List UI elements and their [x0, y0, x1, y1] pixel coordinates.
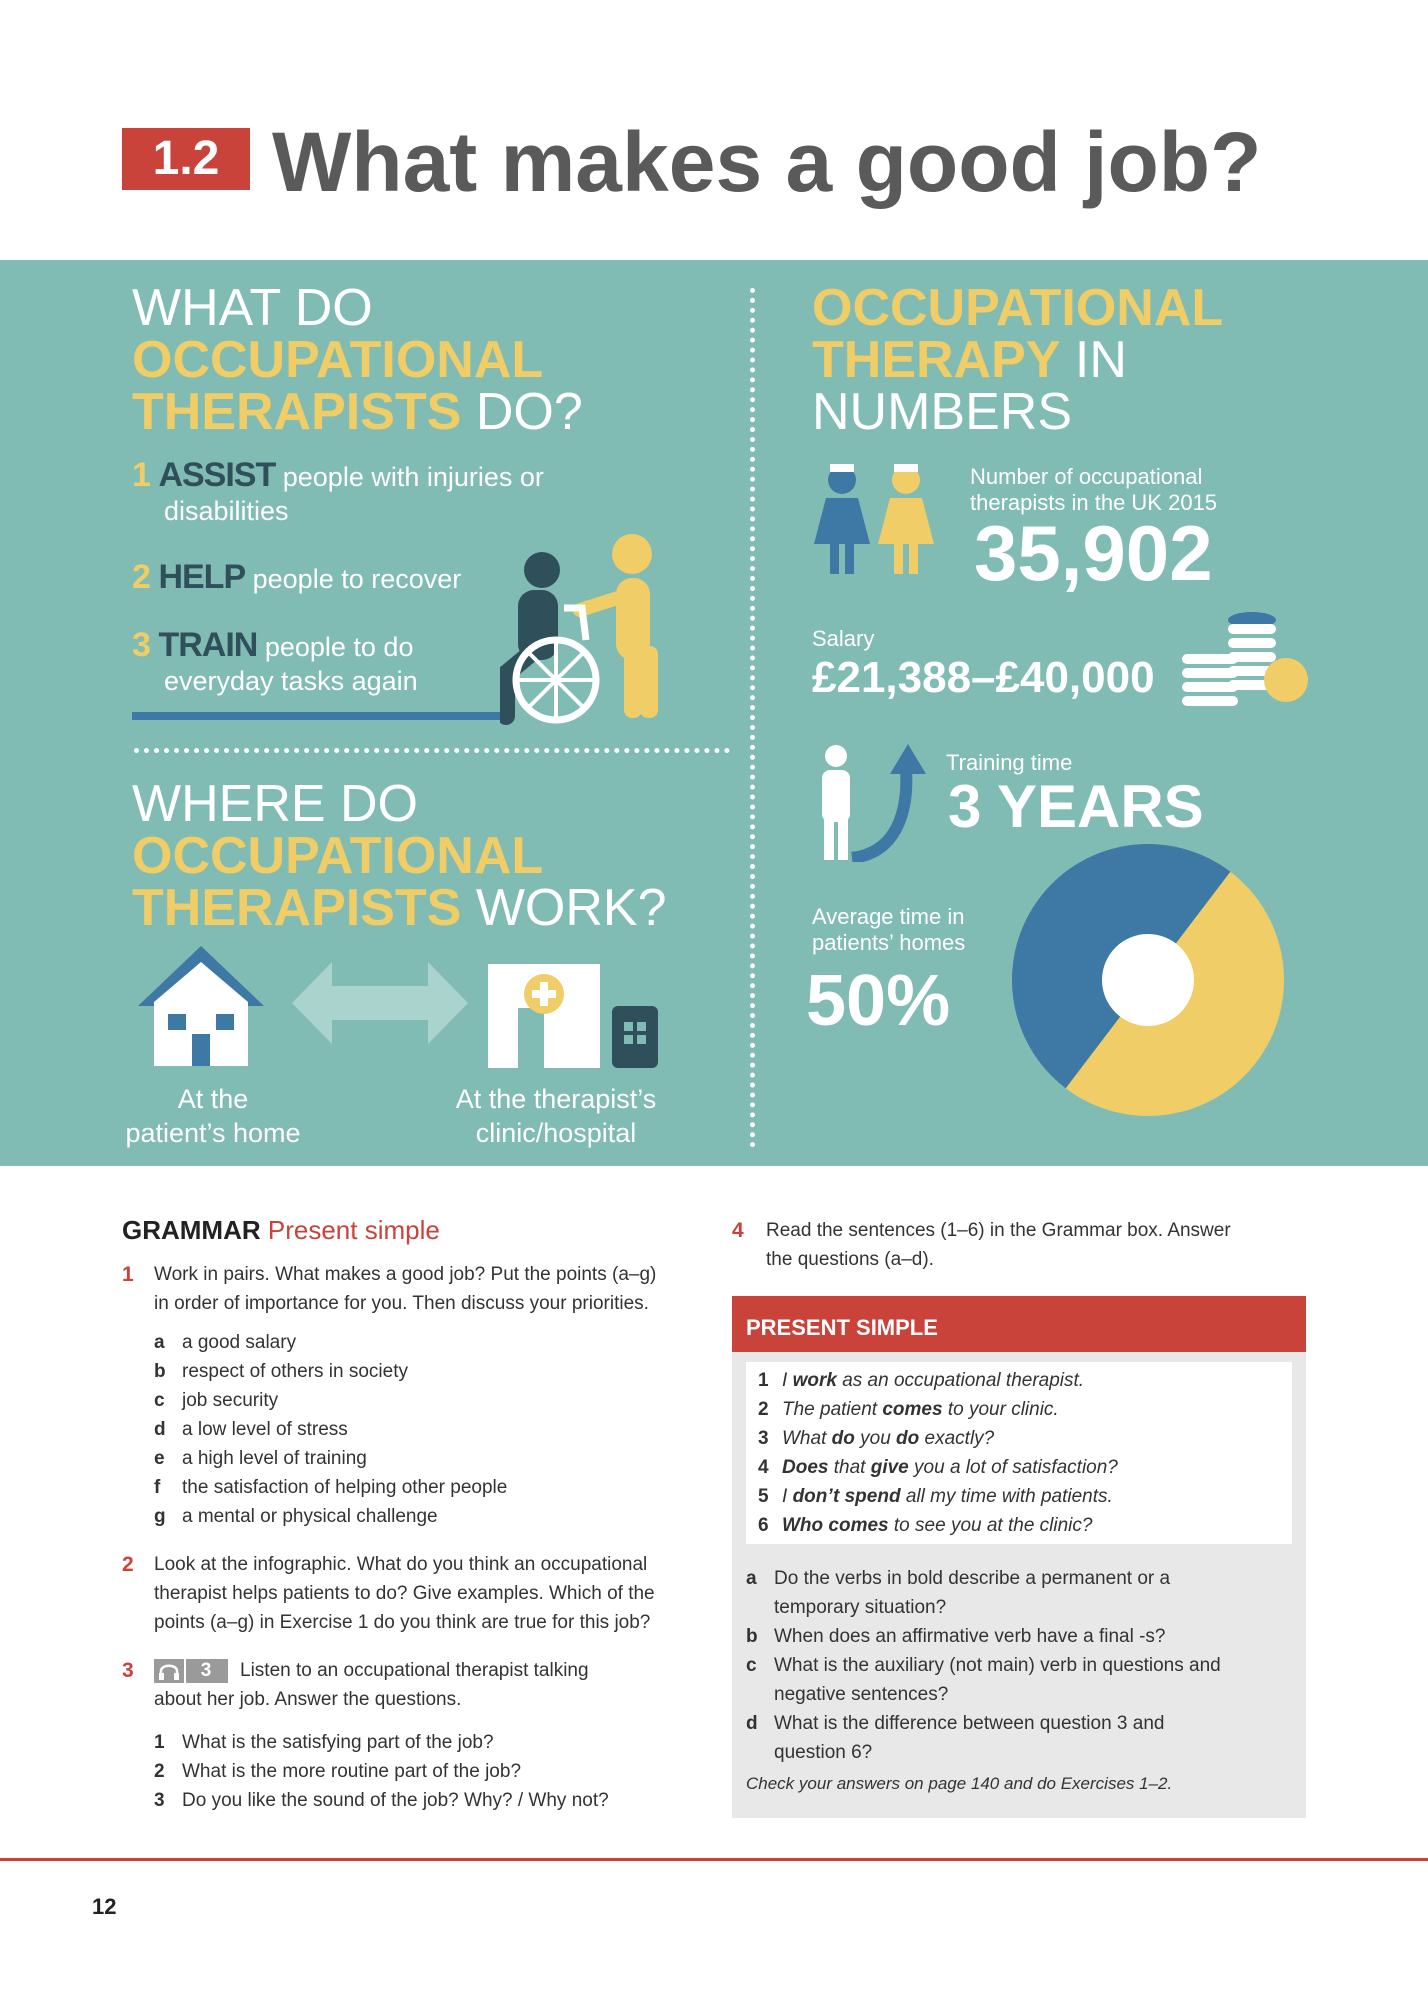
exercise-text: the questions (a–d). — [766, 1249, 934, 1270]
question-item — [746, 1622, 1296, 1651]
home-time-label — [812, 904, 965, 956]
sentence-part: I — [782, 1486, 793, 1507]
home-time-value: 50% — [806, 961, 951, 1041]
item-letter: c — [154, 1390, 165, 1411]
question-item — [746, 1709, 1296, 1738]
heading-word: THERAPISTS — [132, 879, 462, 937]
item-letter: 1 — [154, 1732, 165, 1753]
right-heading — [812, 279, 1224, 441]
label-line: Average time in — [812, 904, 965, 929]
sentence — [758, 1366, 1288, 1395]
point-number: 2 — [132, 558, 151, 596]
heading-line: NUMBERS — [812, 383, 1073, 441]
item-letter: d — [154, 1419, 166, 1440]
list-item — [154, 1415, 694, 1444]
page-title: What makes a good job? — [272, 115, 1262, 209]
exercise-text: in order of importance for you. Then discuss your priorities. — [154, 1293, 649, 1314]
therapists-people-icon — [812, 462, 936, 576]
exercise-text: therapist helps patients to do? Give examples. Which of the — [154, 1583, 655, 1604]
sentence-part: you a lot of satisfaction? — [908, 1457, 1118, 1478]
label-line: patient’s home — [125, 1118, 301, 1148]
question-letter: b — [746, 1626, 758, 1647]
exercise-number: 4 — [732, 1219, 744, 1242]
exercise-number: 2 — [122, 1553, 134, 1576]
salary-value: £21,388–£40,000 — [812, 653, 1155, 702]
sentence — [758, 1453, 1288, 1482]
heading-line: WHAT DO — [132, 279, 373, 337]
sentence-verb: give — [870, 1457, 909, 1478]
heading-word: IN — [1060, 331, 1127, 389]
sentence — [758, 1424, 1288, 1453]
sentence-verb: don’t spend — [792, 1486, 901, 1507]
item-text: job security — [182, 1390, 279, 1411]
training-label: Training time — [946, 750, 1073, 775]
point-verb: TRAIN — [158, 626, 258, 664]
list-item — [154, 1473, 694, 1502]
point-text: people to do — [257, 632, 414, 662]
left-bottom-heading — [132, 775, 667, 937]
question-text: temporary situation? — [774, 1597, 947, 1618]
page-number: 12 — [92, 1894, 117, 1919]
sentence-part: as an occupational therapist. — [836, 1370, 1085, 1391]
item-text: a good salary — [182, 1332, 297, 1353]
heading-line: OCCUPATIONAL — [132, 827, 544, 885]
question-text: What is the auxiliary (not main) verb in questions and — [774, 1655, 1221, 1676]
grammar-box-footer: Check your answers on page 140 and do Exercises 1–2. — [746, 1774, 1173, 1793]
point-verb: ASSIST — [158, 456, 276, 494]
heading-word: WORK? — [461, 879, 667, 937]
headphones-icon — [156, 1659, 182, 1683]
sentence-part: to see you at the clinic? — [888, 1515, 1093, 1536]
exercise-number: 1 — [122, 1263, 134, 1286]
donut-hole — [1102, 934, 1194, 1026]
coins-icon — [1180, 610, 1310, 706]
label-line: therapists in the UK 2015 — [970, 490, 1218, 515]
heading-line: OCCUPATIONAL — [812, 279, 1224, 337]
item-letter: e — [154, 1448, 165, 1469]
item-letter: a — [154, 1332, 165, 1353]
list-item — [154, 1386, 694, 1415]
question-letter: a — [746, 1568, 757, 1589]
label-line: At the — [177, 1084, 249, 1114]
question-text: negative sentences? — [774, 1684, 949, 1705]
question-text: Do the verbs in bold describe a permanent or a — [774, 1568, 1171, 1589]
vertical-divider — [750, 288, 755, 1148]
list-item — [154, 1357, 694, 1386]
exercise-text: Listen to an occupational therapist talking — [240, 1660, 589, 1681]
sentence-verb: comes — [882, 1399, 943, 1420]
point-text: people with injuries or — [275, 462, 544, 492]
sentence-part: I — [782, 1370, 793, 1391]
exercise-text: about her job. Answer the questions. — [154, 1689, 462, 1710]
sentence-verb: do — [831, 1428, 855, 1449]
sentence-verb: work — [792, 1370, 837, 1391]
home-label — [96, 1082, 330, 1150]
exercise-1 — [122, 1260, 702, 1318]
exercise-text: Read the sentences (1–6) in the Grammar box. Answer — [766, 1220, 1231, 1241]
sentence-part: to your clinic. — [942, 1399, 1059, 1420]
sentence-part: you — [854, 1428, 897, 1449]
heading-line: WHERE DO — [132, 775, 418, 833]
list-item — [154, 1328, 694, 1357]
exercise-text: Look at the infographic. What do you think an occupational — [154, 1554, 648, 1575]
exercise-3 — [122, 1656, 712, 1714]
point-train — [132, 628, 552, 698]
item-letter: f — [154, 1477, 161, 1498]
house-icon — [134, 942, 268, 1066]
question-item — [746, 1564, 1296, 1593]
label-line: clinic/hospital — [475, 1118, 637, 1148]
training-value: 3 YEARS — [948, 773, 1204, 840]
question-letter: c — [746, 1655, 757, 1676]
list-item — [154, 1786, 694, 1815]
sentence-verb: Does — [782, 1457, 829, 1478]
item-text: a low level of stress — [182, 1419, 348, 1440]
floor-line — [132, 712, 500, 720]
grammar-heading — [122, 1214, 440, 1246]
item-letter: 3 — [154, 1790, 165, 1811]
sentence-part: all my time with patients. — [900, 1486, 1113, 1507]
question-item — [746, 1651, 1296, 1680]
label-line: Number of occupational — [970, 464, 1203, 489]
count-value: 35,902 — [974, 509, 1213, 597]
question-text: question 6? — [774, 1742, 873, 1763]
point-text: disabilities — [164, 496, 289, 526]
exercise-text: points (a–g) in Exercise 1 do you think are true for this job? — [154, 1612, 651, 1633]
sentence — [758, 1395, 1288, 1424]
sentence — [758, 1511, 1288, 1540]
clinic-icon — [488, 964, 670, 1068]
item-text: What is the more routine part of the job? — [182, 1761, 522, 1782]
point-number: 1 — [132, 456, 151, 494]
heading-word: THERAPY — [812, 331, 1061, 389]
question-letter: d — [746, 1713, 758, 1734]
list-item — [154, 1757, 694, 1786]
footer-rule — [0, 1858, 1428, 1861]
sentence-verb: Who comes — [782, 1515, 889, 1536]
point-verb: HELP — [158, 558, 246, 596]
exercise-4 — [732, 1216, 1322, 1274]
point-assist — [132, 458, 612, 528]
question-text: What is the difference between question 3 and — [774, 1713, 1165, 1734]
audio-track-button[interactable] — [154, 1659, 228, 1683]
item-text: Do you like the sound of the job? Why? / Why not? — [182, 1790, 609, 1811]
point-text: everyday tasks again — [164, 666, 418, 696]
training-growth-icon — [812, 742, 932, 862]
sentence-number: 3 — [758, 1428, 769, 1449]
point-help — [132, 560, 552, 596]
sentence-part: exactly? — [919, 1428, 995, 1449]
sentence — [758, 1482, 1288, 1511]
wheelchair-icon — [500, 528, 700, 728]
audio-track-number: 3 — [200, 1659, 212, 1681]
left-top-heading — [132, 279, 583, 441]
point-number: 3 — [132, 626, 151, 664]
sentence-number: 1 — [758, 1370, 769, 1391]
item-text: the satisfaction of helping other people — [182, 1477, 508, 1498]
sentence-number: 4 — [758, 1457, 769, 1478]
item-letter: 2 — [154, 1761, 165, 1782]
item-text: a high level of training — [182, 1448, 367, 1469]
point-text: people to recover — [245, 564, 462, 594]
label-line: patients’ homes — [812, 930, 966, 955]
unit-badge: 1.2 — [122, 128, 250, 190]
sentence-part: The patient — [782, 1399, 883, 1420]
question-text: When does an affirmative verb have a final -s? — [774, 1626, 1166, 1647]
infographic — [0, 260, 1428, 1166]
sentence-number: 2 — [758, 1399, 769, 1420]
grammar-title: GRAMMAR — [122, 1215, 261, 1245]
horizontal-divider — [134, 748, 730, 753]
donut-chart — [1012, 844, 1284, 1116]
sentence-verb: do — [896, 1428, 920, 1449]
exercise-text: Work in pairs. What makes a good job? Put the points (a–g) — [154, 1264, 657, 1285]
grammar-sentences — [758, 1366, 1288, 1540]
item-letter: g — [154, 1506, 166, 1527]
sentence-number: 5 — [758, 1486, 769, 1507]
exercise-number: 3 — [122, 1659, 134, 1682]
item-text: What is the satisfying part of the job? — [182, 1732, 494, 1753]
list-item — [154, 1502, 694, 1531]
sentence-part: What — [782, 1428, 832, 1449]
grammar-box-title: PRESENT SIMPLE — [732, 1296, 1306, 1352]
double-arrow-icon — [292, 960, 468, 1046]
sentence-part: that — [828, 1457, 871, 1478]
heading-word: DO? — [461, 383, 583, 441]
list-item — [154, 1728, 694, 1757]
item-text: respect of others in society — [182, 1361, 408, 1382]
grammar-subtitle: Present simple — [267, 1215, 440, 1245]
item-letter: b — [154, 1361, 166, 1382]
label-line: At the therapist’s — [455, 1084, 657, 1114]
item-text: a mental or physical challenge — [182, 1506, 438, 1527]
clinic-label — [426, 1082, 686, 1150]
grammar-questions — [746, 1564, 1296, 1798]
list-item — [154, 1444, 694, 1473]
exercise-2 — [122, 1550, 712, 1637]
exercise-1-list — [154, 1328, 694, 1531]
heading-word: THERAPISTS — [132, 383, 462, 441]
sentence-number: 6 — [758, 1515, 769, 1536]
exercise-3-list — [154, 1728, 694, 1815]
salary-label: Salary — [812, 626, 875, 651]
heading-line: OCCUPATIONAL — [132, 331, 544, 389]
